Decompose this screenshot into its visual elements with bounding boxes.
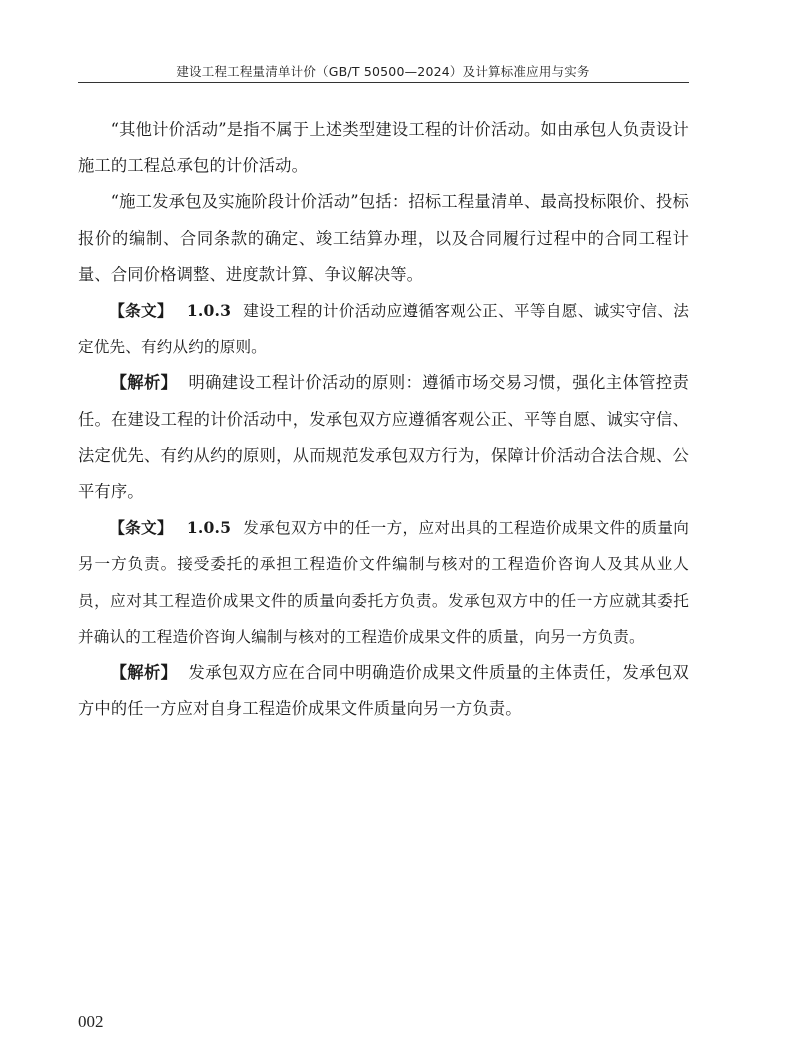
paragraph-other-pricing-activities [78,112,689,184]
body-text [78,112,689,727]
paragraph-text: “施工发承包及实施阶段计价活动”包括：招标工程量清单、最高投标限价、投标报价的编制、合同条款的确定、竣工结算办理，以及合同履行过程中的合同工程计量、合同价格调整、进度款计算、争议解决等。 [78,192,689,284]
clause-text: 建设工程的计价活动应遵循客观公正、平等自愿、诚实守信、法定优先、有约从约的原则。 [78,302,690,357]
analysis-text: 发承包双方应在合同中明确造价成果文件质量的主体责任，发承包双方中的任一方应对自身工程造价成果文件质量向另一方负责。 [78,663,689,719]
analysis-tag: 【解析】 [110,663,178,683]
clause-1-0-5 [78,510,689,655]
clause-text: 发承包双方中的任一方，应对出具的工程造价成果文件的质量向另一方负责。接受委托的承担工程造价文件编制与核对的工程造价咨询人及其从业人员，应对其工程造价成果文件的质量向委托方负责。发承包双方中的任一方应就其委托并确认的工程造价咨询人编制与核对的工程造价成果文件的质量，向另一方负责。 [78,519,690,646]
running-header-title: 建设工程工程量清单计价（GB/T 50500—2024）及计算标准应用与实务 [176,64,590,79]
paragraph-construction-pricing-activities [78,184,689,293]
analysis-1-0-3 [78,365,689,510]
page-number: 002 [78,1012,104,1031]
header-divider [78,82,689,83]
clause-number: 1.0.5 [186,518,232,538]
clause-tag: 【条文】 [109,302,173,321]
clause-number: 1.0.3 [186,301,232,321]
analysis-text: 明确建设工程计价活动的原则：遵循市场交易习惯，强化主体管控责任。在建设工程的计价活动中，发承包双方应遵循客观公正、平等自愿、诚实守信、法定优先、有约从约的原则，从而规范发承包双方行为，保障计价活动合法合规、公平有序。 [78,373,689,502]
analysis-1-0-5 [78,655,689,727]
paragraph-text: “其他计价活动”是指不属于上述类型建设工程的计价活动。如由承包人负责设计施工的工程总承包的计价活动。 [78,120,689,176]
clause-1-0-3 [78,293,689,365]
clause-tag: 【条文】 [109,519,173,538]
analysis-tag: 【解析】 [110,373,178,393]
